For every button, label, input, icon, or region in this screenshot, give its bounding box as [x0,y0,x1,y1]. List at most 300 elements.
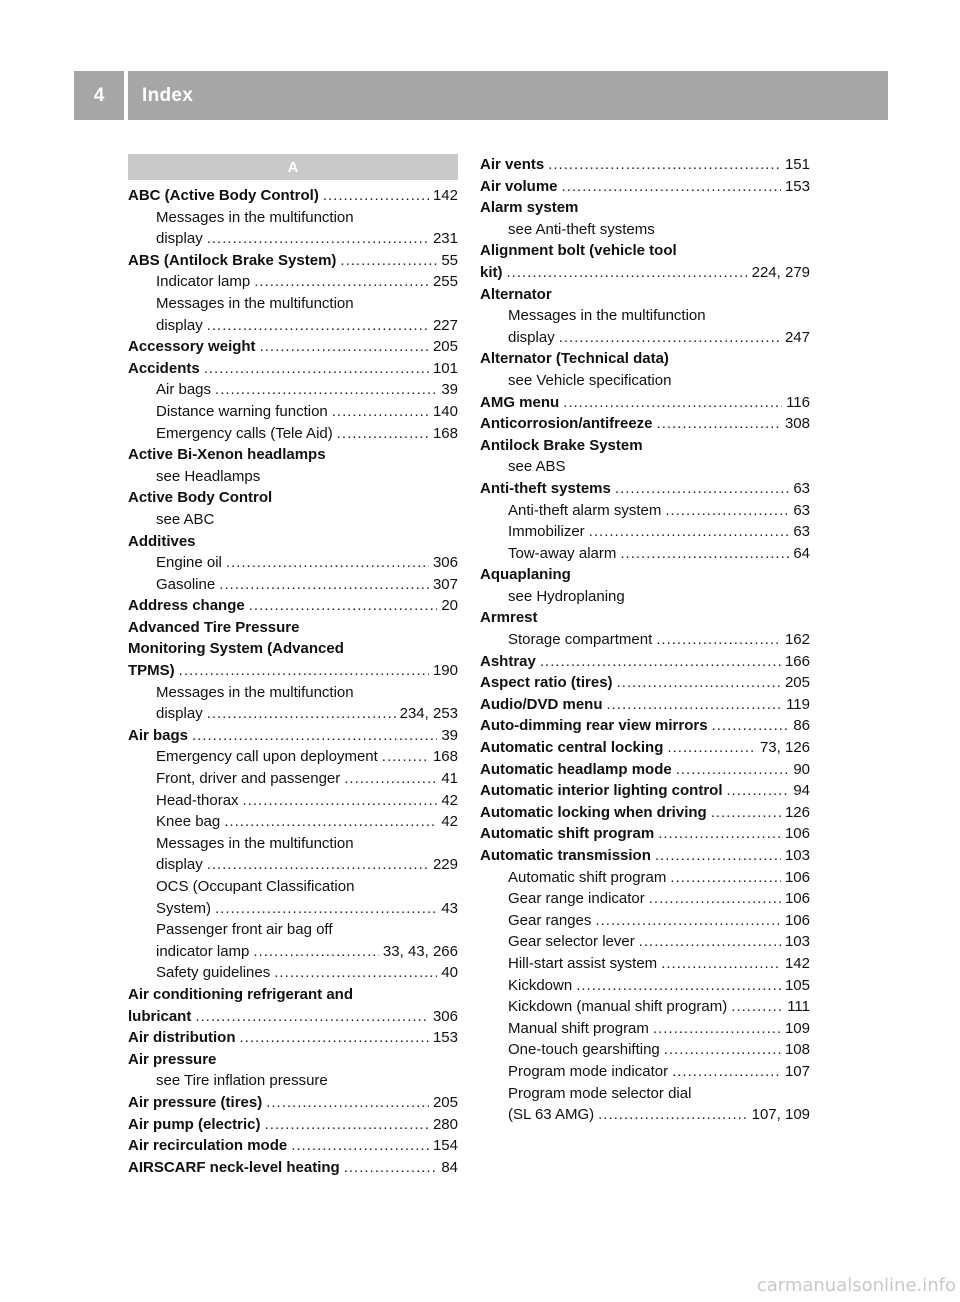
page-reference: 234, 253 [399,705,458,723]
index-entry [128,1027,458,1049]
entry-text: Aquaplaning [480,566,571,584]
dot-leader [664,1039,781,1061]
dot-leader [344,1157,438,1179]
dot-leader [207,315,429,337]
page-reference: 205 [432,338,458,356]
entry-text: Engine oil [156,554,222,572]
index-subentry [128,768,458,790]
dot-leader [562,176,781,198]
dot-leader [712,715,790,737]
page-reference: 63 [793,523,810,541]
index-entry [128,444,458,466]
page-reference: 166 [784,652,810,670]
index-entry [480,651,810,673]
page-title: Index [142,84,194,106]
entry-text: One-touch gearshifting [508,1041,660,1059]
dot-leader [207,228,429,250]
entry-text: see Hydroplaning [508,587,625,605]
entry-text: Advanced Tire Pressure [128,618,300,636]
index-subentry [128,854,458,876]
dot-leader [655,845,781,867]
page-reference: 255 [432,273,458,291]
index-subentry [480,500,810,522]
entry-text: see Vehicle specification [508,371,672,389]
entry-text: see Tire inflation pressure [156,1072,328,1090]
dot-leader [240,1027,429,1049]
page-reference: 205 [432,1093,458,1111]
index-subentry [128,228,458,250]
index-entry [128,358,458,380]
page-reference: 63 [793,501,810,519]
entry-text: display [156,230,203,248]
index-subentry [128,379,458,401]
index-subentry [480,543,810,565]
entry-text: TPMS) [128,662,175,680]
entry-text: Safety guidelines [156,964,271,982]
index-entry [480,197,810,219]
page-reference: 40 [441,964,458,982]
index-subentry [128,293,458,315]
dot-leader [179,660,429,682]
entry-text: lubricant [128,1007,192,1025]
entry-text: Messages in the multifunction [156,294,354,312]
entry-text: Air bags [156,381,212,399]
entry-text: Gear selector lever [508,933,635,951]
index-subentry [128,207,458,229]
page-header [74,71,888,120]
entry-text: Messages in the multifunction [508,307,706,325]
page-reference: 106 [784,868,810,886]
index-entry [480,607,810,629]
entry-text: display [156,856,203,874]
dot-leader [731,996,783,1018]
entry-text: Distance warning function [156,402,328,420]
entry-text: Anticorrosion/antifreeze [480,415,653,433]
index-subentry [480,1018,810,1040]
dot-leader [661,953,781,975]
page-reference: 168 [432,748,458,766]
page-reference: 43 [441,899,458,917]
index-subentry [480,996,810,1018]
dot-leader [215,379,437,401]
entry-text: AMG menu [480,393,560,411]
dot-leader [559,327,781,349]
index-subentry [128,509,458,531]
entry-text: Alarm system [480,199,579,217]
entry-text: display [508,328,555,346]
page-reference: 20 [441,597,458,615]
page-reference: 107, 109 [751,1106,810,1124]
dot-leader [382,746,429,768]
index-entry [128,185,458,207]
entry-text: see ABS [508,458,566,476]
page-reference: 307 [432,575,458,593]
page-reference: 64 [793,544,810,562]
dot-leader [219,574,429,596]
page-reference: 105 [784,976,810,994]
index-entry [128,617,458,639]
entry-text: System) [156,899,212,917]
index-entry [480,715,810,737]
entry-text: display [156,705,203,723]
page-reference: 106 [784,890,810,908]
entry-text: Gear range indicator [508,890,645,908]
entry-text: (SL 63 AMG) [508,1106,595,1124]
index-subentry [480,1061,810,1083]
index-entry [128,250,458,272]
entry-text: Messages in the multifunction [156,208,354,226]
page-reference: 106 [784,825,810,843]
section-letter: A [128,154,458,180]
entry-text: Alternator (Technical data) [480,350,669,368]
dot-leader [711,802,781,824]
dot-leader [727,780,790,802]
entry-text: Air pump (electric) [128,1115,261,1133]
index-entry [480,780,810,802]
index-entry [480,284,810,306]
index-subentry [128,898,458,920]
dot-leader [657,413,781,435]
entry-text: Anti-theft systems [480,479,611,497]
index-entry [480,672,810,694]
page-reference: 153 [432,1029,458,1047]
index-subentry [480,1104,810,1126]
page-reference: 116 [786,393,810,411]
index-subentry [480,953,810,975]
entry-text: ABS (Antilock Brake System) [128,251,337,269]
page-reference: 162 [784,631,810,649]
page-reference: 94 [793,782,810,800]
dot-leader [291,1135,429,1157]
index-subentry [480,1039,810,1061]
entry-text: Front, driver and passenger [156,770,341,788]
dot-leader [576,975,781,997]
index-entry [480,845,810,867]
entry-text: Armrest [480,609,538,627]
entry-text: see Headlamps [156,467,261,485]
entry-text: Automatic interior lighting control [480,782,723,800]
index-entry [128,595,458,617]
index-entry [128,1157,458,1179]
page-reference: 103 [784,933,810,951]
entry-text: Automatic locking when driving [480,803,707,821]
index-entry [480,392,810,414]
page-reference: 86 [793,717,810,735]
page-reference: 190 [432,662,458,680]
dot-leader [670,867,781,889]
entry-text: Automatic transmission [480,847,651,864]
page-reference: 90 [793,760,810,778]
dot-leader [615,478,789,500]
index-subentry [128,941,458,963]
entry-text: Knee bag [156,813,221,831]
index-entry [128,1006,458,1028]
entry-text: Automatic headlamp mode [480,760,672,778]
entry-text: Air bags [128,726,189,744]
index-entry [480,564,810,586]
dot-leader [260,336,429,358]
entry-text: Air vents [480,156,545,173]
index-subentry [128,919,458,941]
page-reference: 101 [432,359,458,377]
index-subentry [480,327,810,349]
index-subentry [128,401,458,423]
dot-leader [249,595,438,617]
dot-leader [204,358,429,380]
dot-leader [676,759,790,781]
entry-text: Active Body Control [128,489,273,507]
dot-leader [540,651,781,673]
page-reference: 205 [784,674,810,692]
entry-text: ABC (Active Body Control) [128,187,319,204]
entry-text: Auto-dimming rear view mirrors [480,717,708,735]
index-subentry [128,703,458,725]
entry-text: Aspect ratio (tires) [480,674,613,692]
index-subentry [480,219,810,241]
dot-leader [215,898,437,920]
dot-leader [340,250,437,272]
page-reference: 126 [784,803,810,821]
dot-leader [563,392,782,414]
index-entry [480,478,810,500]
index-subentry [480,910,810,932]
page-reference: 108 [784,1041,810,1059]
dot-leader [266,1092,429,1114]
dot-leader [589,521,790,543]
entry-text: Passenger front air bag off [156,921,333,939]
entry-text: Air pressure [128,1050,217,1068]
entry-text: Tow-away alarm [508,544,617,562]
page-reference: 106 [784,911,810,929]
entry-text: Hill-start assist system [508,954,658,972]
dot-leader [639,931,781,953]
entry-text: Antilock Brake System [480,436,643,454]
dot-leader [548,154,781,176]
page-reference: 231 [432,230,458,248]
dot-leader [192,725,437,747]
index-entry [480,240,810,262]
entry-text: Accidents [128,359,200,377]
index-subentry [128,746,458,768]
entry-text: Gasoline [156,575,216,593]
entry-text: Emergency calls (Tele Aid) [156,424,333,442]
page-reference: 306 [432,1007,458,1025]
index-entry [480,435,810,457]
entry-text: Storage compartment [508,631,653,649]
page-reference: 39 [441,381,458,399]
page-reference: 308 [784,415,810,433]
index-entry [480,262,810,284]
page-reference: 111 [787,998,810,1016]
dot-leader [254,271,429,293]
entry-text: Air pressure (tires) [128,1093,263,1111]
dot-leader [656,629,781,651]
page-reference: 229 [432,856,458,874]
index-subentry [128,962,458,984]
entry-text: Kickdown (manual shift program) [508,998,728,1016]
index-subentry [480,975,810,997]
index-subentry [128,574,458,596]
entry-text: Additives [128,532,196,550]
index-entry [480,737,810,759]
entry-text: Air volume [480,177,558,195]
index-entry [480,413,810,435]
entry-text: Accessory weight [128,338,256,356]
index-subentry [480,888,810,910]
entry-text: Gear ranges [508,911,592,929]
entry-text: Immobilizer [508,523,585,541]
index-subentry [480,629,810,651]
entry-text: Program mode selector dial [508,1084,692,1102]
page-reference: 247 [784,328,810,346]
index-column-right [480,154,810,1126]
entry-text: Manual shift program [508,1019,649,1037]
index-entry [128,531,458,553]
entry-text: see Anti-theft systems [508,220,655,238]
dot-leader [672,1061,781,1083]
index-subentry [128,271,458,293]
dot-leader [665,500,789,522]
page-reference: 41 [441,770,458,788]
page-reference: 154 [432,1137,458,1155]
index-subentry [480,456,810,478]
entry-text: Alternator [480,285,552,303]
page-reference: 63 [793,479,810,497]
dot-leader [224,811,437,833]
watermark: carmanualsonline.info [756,1275,956,1296]
index-subentry [480,305,810,327]
entry-text: Automatic central locking [480,739,664,757]
entry-text: Alignment bolt (vehicle tool [480,242,677,260]
page-reference: 151 [784,156,810,173]
index-entry [128,336,458,358]
page-reference: 168 [432,424,458,442]
dot-leader [332,401,429,423]
entry-text: display [156,316,203,334]
entry-text: Active Bi-Xenon headlamps [128,446,326,464]
index-entry [128,984,458,1006]
page-reference: 109 [784,1019,810,1037]
entry-text: Kickdown [508,976,573,994]
index-entry [128,1092,458,1114]
index-subentry [128,833,458,855]
page-reference: 280 [432,1115,458,1133]
page-reference: 107 [784,1062,810,1080]
entry-text: AIRSCARF neck-level heating [128,1158,340,1176]
index-entry [128,725,458,747]
page-reference: 142 [432,187,458,204]
entry-text: Anti-theft alarm system [508,501,662,519]
index-subentry [128,315,458,337]
dot-leader [667,737,756,759]
entry-text: Automatic shift program [480,825,655,843]
dot-leader [207,703,396,725]
index-entry [128,1135,458,1157]
page-reference: 84 [441,1158,458,1176]
index-subentry [128,1070,458,1092]
dot-leader [658,823,781,845]
index-subentry [480,586,810,608]
index-entry [480,759,810,781]
page-reference: 39 [441,726,458,744]
header-divider [124,71,128,120]
dot-leader [207,854,429,876]
index-entry [480,348,810,370]
page-reference: 33, 43, 266 [382,942,458,960]
page-reference: 153 [784,177,810,195]
index-list-right [480,154,810,1126]
index-entry [128,638,458,660]
page-reference: 73, 126 [759,739,810,757]
entry-text: indicator lamp [156,942,250,960]
page-reference: 306 [432,554,458,572]
entry-text: Air distribution [128,1029,236,1047]
page-reference: 224, 279 [751,263,810,281]
dot-leader [323,185,429,207]
index-entry [480,176,810,198]
index-subentry [480,521,810,543]
page-reference: 142 [784,954,810,972]
index-subentry [128,552,458,574]
entry-text: kit) [480,263,503,281]
index-entry [480,694,810,716]
index-subentry [128,876,458,898]
index-entry [128,1114,458,1136]
page-number: 4 [93,84,105,106]
index-column-left [128,154,458,1178]
entry-text: Ashtray [480,652,536,670]
dot-leader [344,768,437,790]
dot-leader [195,1006,429,1028]
index-subentry [128,682,458,704]
entry-text: see ABC [156,510,215,528]
index-entry [480,154,810,176]
entry-text: Air recirculation mode [128,1137,288,1155]
index-subentry [128,423,458,445]
entry-text: Program mode indicator [508,1062,669,1080]
dot-leader [507,262,748,284]
dot-leader [598,1104,747,1126]
page-reference: 55 [441,251,458,269]
dot-leader [617,672,781,694]
dot-leader [226,552,429,574]
dot-leader [243,790,438,812]
dot-leader [649,888,781,910]
dot-leader [274,962,437,984]
index-subentry [480,867,810,889]
index-list-left [128,185,458,1178]
index-entry [128,1049,458,1071]
index-entry [128,487,458,509]
dot-leader [607,694,783,716]
index-subentry [480,370,810,392]
page-reference: 103 [784,847,810,864]
entry-text: Head-thorax [156,791,239,809]
index-subentry [128,811,458,833]
page-reference: 42 [441,813,458,831]
dot-leader [337,423,429,445]
entry-text: Messages in the multifunction [156,834,354,852]
index-subentry [128,466,458,488]
index-subentry [128,790,458,812]
page-reference: 42 [441,791,458,809]
page-reference: 140 [432,402,458,420]
entry-text: Indicator lamp [156,273,251,291]
index-entry [480,802,810,824]
dot-leader [253,941,379,963]
entry-text: Monitoring System (Advanced [128,640,344,658]
entry-text: Messages in the multifunction [156,683,354,701]
